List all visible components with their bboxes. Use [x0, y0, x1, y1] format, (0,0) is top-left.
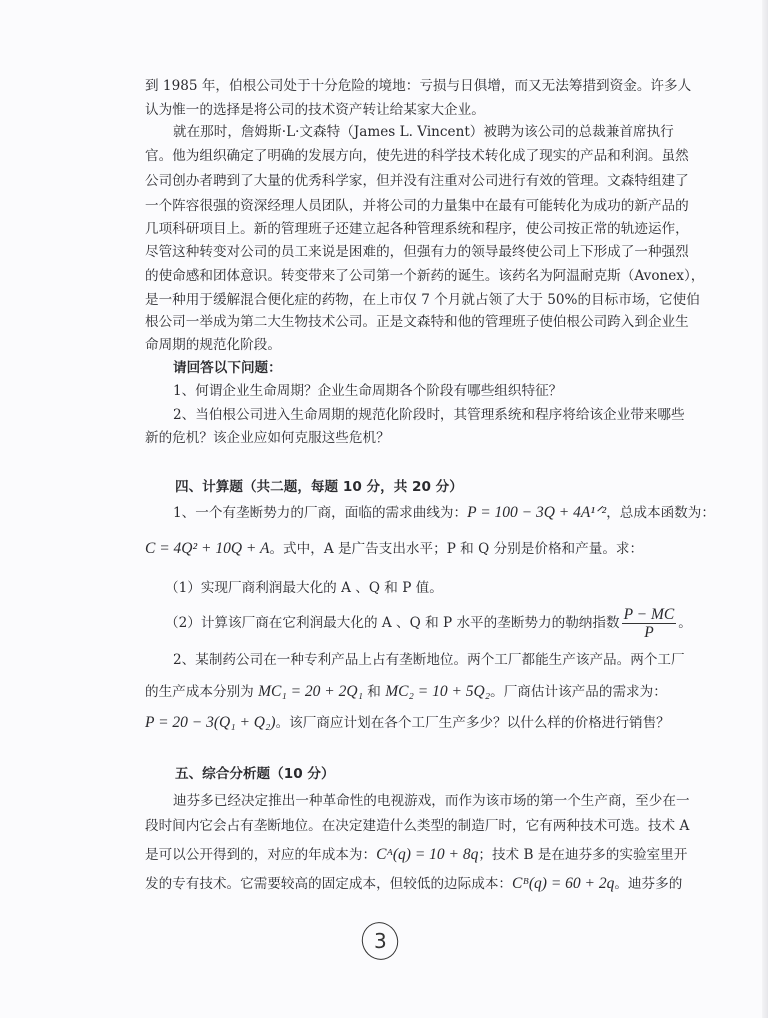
case-text-line: 到 1985 年，伯根公司处于十分危险的境地：亏损与日俱增，而又无法筹措到资金。许多人 — [145, 78, 692, 94]
text: （2）计算该厂商在它利润最大化的 A 、Q 和 P 水平的垄断势力的勒纳指数 — [165, 615, 620, 631]
analysis-line — [145, 875, 683, 893]
page-number-text: 3 — [373, 929, 387, 954]
case-text-line: 命周期的规范化阶段。 — [145, 337, 281, 353]
analysis-line — [145, 846, 688, 864]
text: 的生产成本分别为 — [145, 684, 254, 700]
sub-question-1: （1）实现厂商利润最大化的 A 、Q 和 P 值。 — [165, 580, 443, 596]
calc-question-2-line: 2、某制药公司在一种专利产品上占有垄断地位。两个工厂都能生产该产品。两个工厂 — [173, 652, 685, 668]
page-edge — [762, 0, 768, 1018]
sub-question-2 — [165, 606, 692, 641]
text: 。迪芬多的 — [614, 876, 683, 892]
case-text-line: 一个阵容很强的资深经理人员团队，并将公司的力量集中在最有可能转化为成功的新产品的 — [145, 198, 689, 214]
section-5-heading: 五、综合分析题（10 分） — [175, 766, 335, 782]
fraction-numerator: P − MC — [623, 606, 675, 623]
case-text-line: 认为惟一的选择是将公司的技术资产转让给某家大企业。 — [145, 102, 485, 118]
demand-formula: P = 20 − 3(Q₁ + Q₂) — [145, 714, 276, 731]
cost-a-formula: Cᴬ(q) = 10 + 8q — [376, 846, 479, 863]
calc-question-1-line — [145, 540, 665, 558]
case-text-line: 是一种用于缓解混合便化症的药物，在上市仅 7 个月就占领了大于 50%的目标市场，它使伯 — [145, 292, 700, 308]
question-2-line: 2、当伯根公司进入生命周期的规范化阶段时，其管理系统和程序将给该企业带来哪些 — [173, 407, 685, 423]
text: 是可以公开得到的，对应的年成本为： — [145, 847, 377, 863]
text: 。 — [678, 615, 692, 631]
text: 。厂商估计该产品的需求为： — [490, 684, 667, 700]
cost-b-formula: Cᴮ(q) = 60 + 2q — [512, 875, 615, 892]
text: ；技术 B 是在迪芬多的实验室里开 — [478, 847, 688, 863]
case-text-line: 几项科研项目上。新的管理班子还建立起各种管理系统和程序，使公司按正常的轨迹运作， — [145, 221, 689, 237]
calc-question-2-line — [145, 714, 670, 732]
case-text-line: 尽管这种转变对公司的员工来说是困难的，但强有力的领导最终使公司上下形成了一种强烈 — [145, 244, 689, 260]
questions-prompt: 请回答以下问题： — [173, 360, 282, 376]
section-4-heading: 四、计算题（共二题，每题 10 分，共 20 分） — [175, 479, 463, 495]
fraction-denominator: P — [644, 624, 654, 641]
case-text-line: 公司创办者聘到了大量的优秀科学家，但并没有注重对公司进行有效的管理。文森特组建了 — [145, 173, 689, 189]
question-1: 1、何谓企业生命周期？企业生命周期各个阶段有哪些组织特征？ — [173, 383, 563, 399]
calc-question-2-line — [145, 683, 665, 701]
cost-formula: C = 4Q² + 10Q + A — [145, 540, 270, 557]
lerner-index-fraction — [622, 606, 677, 641]
demand-formula: P = 100 − 3Q + 4A¹ᐟ² — [467, 504, 607, 521]
question-2-line: 新的危机？该企业应如何克服这些危机？ — [145, 430, 390, 446]
case-text-line: 官。他为组织确定了明确的发展方向，使先进的科学技术转化成了现实的产品和利润。虽然 — [145, 148, 689, 164]
text: 1、一个有垄断势力的厂商，面临的需求曲线为： — [173, 505, 468, 521]
text: 和 — [367, 684, 381, 700]
analysis-line: 迪芬多已经决定推出一种革命性的电视游戏，而作为该市场的第一个生产商，至少在一 — [173, 793, 690, 809]
mc2-formula: MC₂ = 10 + 5Q₂ — [385, 683, 491, 700]
handwritten-page-number — [356, 916, 405, 966]
case-text-line: 就在那时，詹姆斯·L·文森特（James L. Vincent）被聘为该公司的总裁兼首席执行 — [173, 124, 674, 140]
case-text-line: 根公司一举成为第二大生物技术公司。正是文森特和他的管理班子使伯根公司跨入到企业生 — [145, 314, 689, 330]
text: 。式中，A 是广告支出水平；P 和 Q 分别是价格和产量。求： — [269, 541, 644, 557]
mc1-formula: MC₁ = 20 + 2Q₁ — [258, 683, 363, 700]
calc-question-1-line — [173, 504, 715, 522]
text: 发的专有技术。它需要较高的固定成本，但较低的边际成本： — [145, 876, 513, 892]
text: ，总成本函数为： — [606, 505, 715, 521]
case-text-line: 的使命感和团体意识。转变带来了公司第一个新药的诞生。该药名为阿温耐克斯（Avonex）， — [145, 268, 705, 284]
text: 。该厂商应计划在各个工厂生产多少？以什么样的价格进行销售？ — [275, 715, 670, 731]
analysis-line: 段时间内它会占有垄断地位。在决定建造什么类型的制造厂时，它有两种技术可选。技术 A — [145, 818, 690, 834]
